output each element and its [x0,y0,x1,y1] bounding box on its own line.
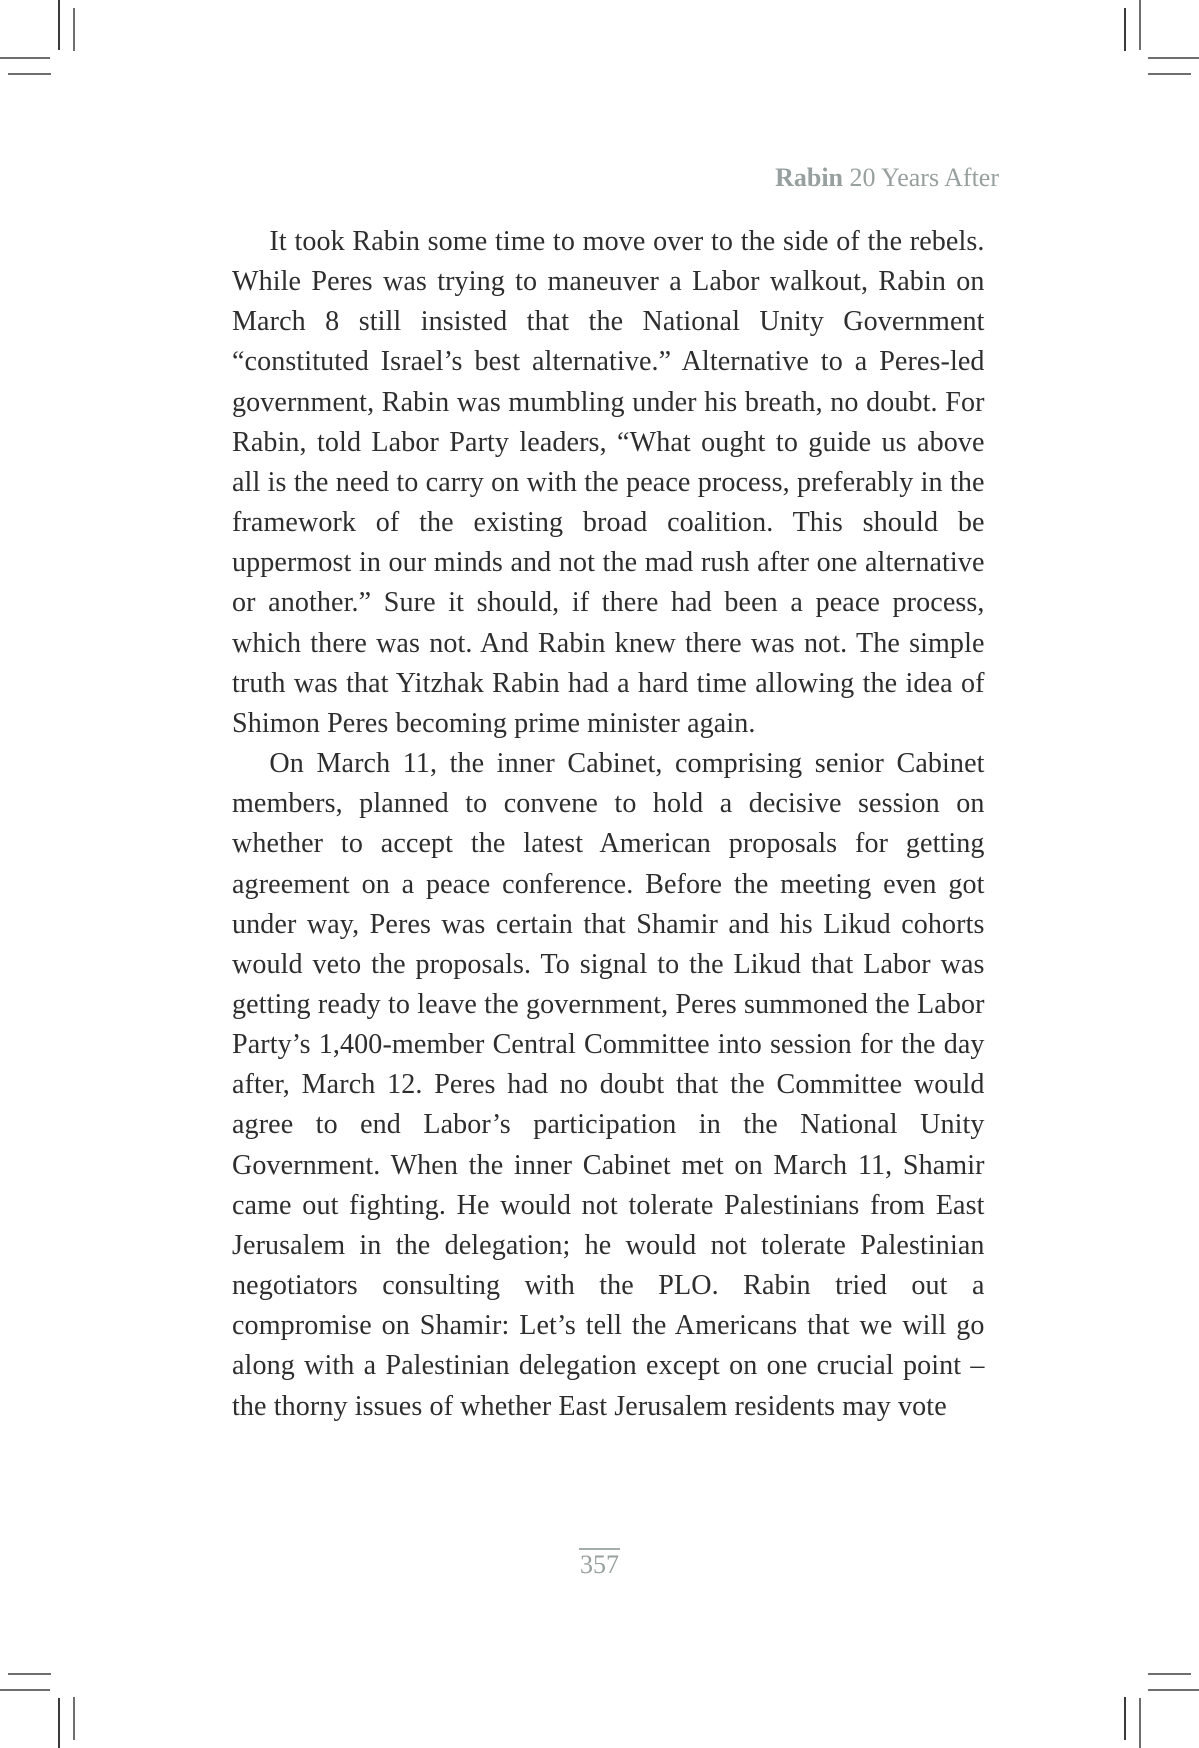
crop-mark-top-left-v1 [58,0,60,50]
running-head [775,163,999,193]
running-head-book-rest: 20 Years After [843,163,999,192]
crop-mark-top-right-v1 [1124,8,1126,51]
crop-mark-bottom-left-v1 [58,1698,60,1748]
crop-mark-top-left-h2 [8,73,51,75]
paragraph-2: On March 11, the inner Cabinet, comprising senior Cabinet members, planned to convene to hold a decisive session on whether to accept the latest American proposals for getting agreement on a peace conference. Before the meeting even got under way, Peres was certain that Shamir and his Likud cohorts would veto the proposals. To signal to the Likud that Labor was getting ready to leave the government, Peres summoned the Labor Party’s 1,400-member Central Committee into session for the day after, March 12. Peres had no doubt that the Committee would agree to end Labor’s participation in the National Unity Government. When the inner Cabinet met on March 11, Shamir came out fighting. He would not tolerate Palestinians from East Jerusalem in the delegation; he would not tolerate Palestinian negotiators consulting with the PLO. Rabin tried out a compromise on Shamir: Let’s tell the Americans that we will go along with a Palestinian delegation except on one crucial point – the thorny issues of whether East Jerusalem residents may vote [232,748,985,1422]
crop-mark-top-right-h1 [1148,57,1199,59]
crop-mark-top-left-h1 [0,57,50,59]
page-footer [0,1548,1199,1580]
crop-mark-bottom-right-v2 [1139,1698,1141,1748]
crop-mark-bottom-right-v1 [1124,1697,1126,1740]
crop-mark-bottom-right-h1 [1148,1673,1191,1675]
crop-mark-top-left-v2 [73,8,75,51]
crop-mark-top-right-h2 [1148,73,1191,75]
paragraph-1: It took Rabin some time to move over to the side of the rebels. While Peres was trying to maneuver a Labor walkout, Rabin on March 8 still insisted that the National Unity Government “constituted Israel’s best alternative.” Alternative to a Peres-led government, Rabin was mumbling under his breath, no doubt. For Rabin, told Labor Party leaders, “What ought to guide us above all is the need to carry on with the peace process, preferably in the framework of the existing broad coalition. This should be uppermost in our minds and not the mad rush after one alternative or another.” Sure it should, if there had been a peace process, which there was not. And Rabin knew there was not. The simple truth was that Yitzhak Rabin had a hard time allowing the idea of Shimon Peres becoming prime minister again. [232,226,985,739]
crop-mark-top-right-v2 [1139,0,1141,50]
page-number: 357 [580,1550,619,1579]
crop-mark-bottom-left-v2 [73,1697,75,1740]
crop-mark-bottom-left-h2 [0,1689,50,1691]
crop-mark-bottom-left-h1 [8,1673,51,1675]
crop-mark-bottom-right-h2 [1148,1689,1199,1691]
body-text [232,222,996,1427]
running-head-book-bold: Rabin [775,163,843,192]
